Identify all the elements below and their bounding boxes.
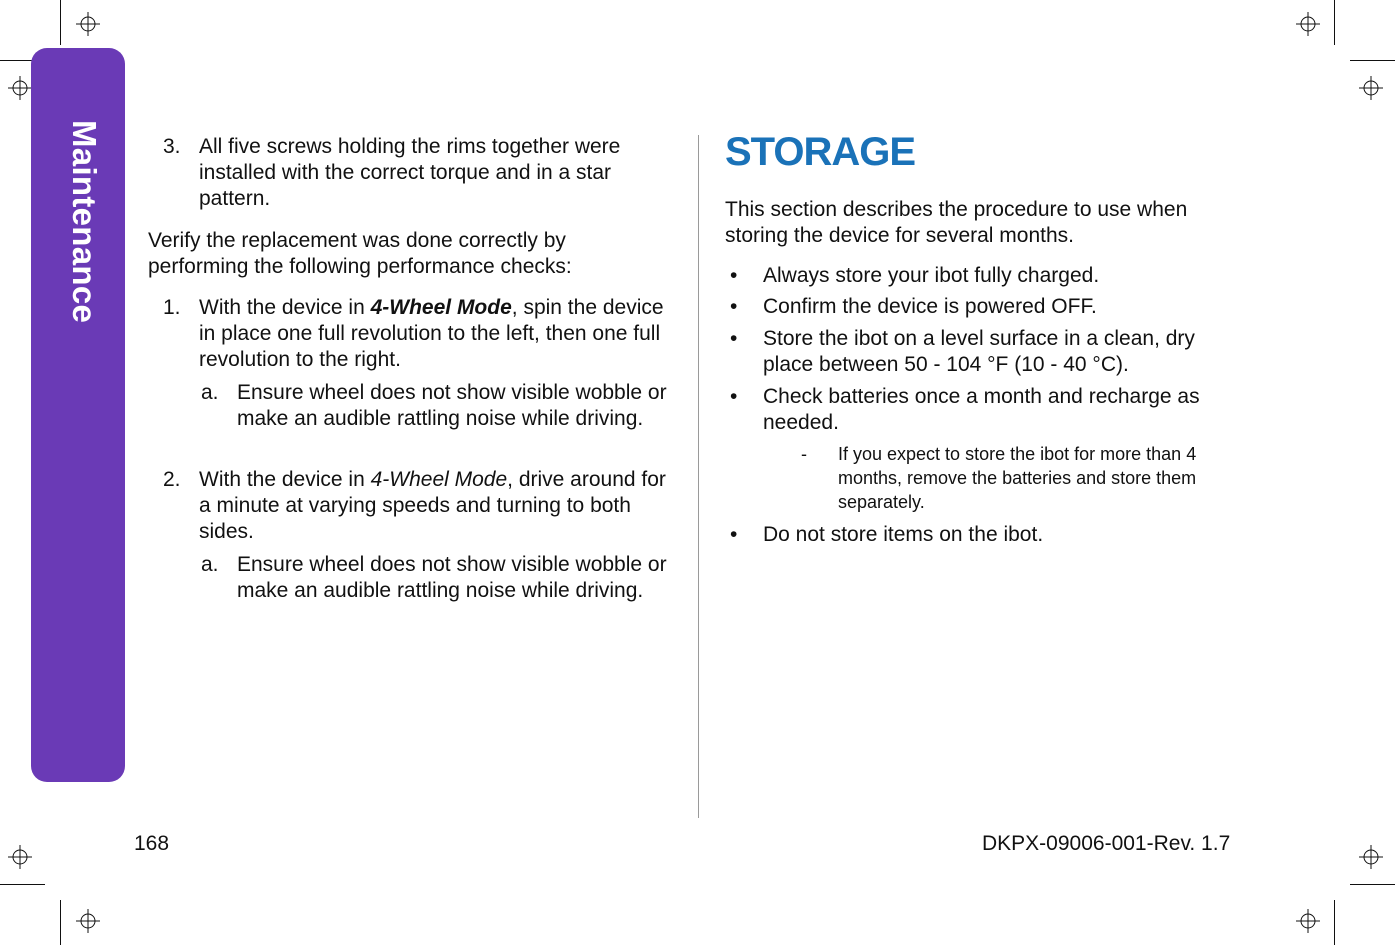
sub-letter: a. bbox=[201, 381, 219, 404]
registration-target-icon bbox=[76, 909, 100, 933]
check-text: With the device in 4-Wheel Mode, spin the device in place one full revolution to the left, then one full revolution to the right. bbox=[199, 296, 664, 371]
bullet-icon: • bbox=[730, 327, 738, 350]
crop-mark bbox=[0, 884, 45, 885]
crop-mark bbox=[60, 900, 61, 945]
check-1a bbox=[148, 380, 678, 432]
step-3 bbox=[148, 134, 678, 212]
registration-target-icon bbox=[1296, 12, 1320, 36]
check-2 bbox=[148, 467, 678, 545]
step-number: 3. bbox=[163, 135, 181, 158]
registration-target-icon bbox=[1359, 845, 1383, 869]
check-2a bbox=[148, 552, 678, 604]
document-number: DKPX-09006-001-Rev. 1.7 bbox=[982, 832, 1231, 855]
crop-mark bbox=[60, 0, 61, 45]
mode-name: 4-Wheel Mode bbox=[370, 468, 508, 491]
registration-target-icon bbox=[76, 12, 100, 36]
sub-text: Ensure wheel does not show visible wobble or make an audible rattling noise while driving. bbox=[237, 381, 667, 430]
bullet-icon: • bbox=[730, 295, 738, 318]
bullet-item: • Do not store items on the ibot. bbox=[730, 523, 1044, 546]
sub-bullet: - If you expect to store the ibot for more than 4 months, remove the batteries and store them separately. bbox=[801, 444, 1197, 512]
crop-mark bbox=[1350, 60, 1395, 61]
verify-paragraph: Verify the replacement was done correctly by performing the following performance checks: bbox=[148, 229, 572, 278]
mode-name: 4-Wheel Mode bbox=[370, 296, 512, 319]
check-number: 1. bbox=[163, 296, 181, 319]
bullet-icon: • bbox=[730, 264, 738, 287]
section-title: STORAGE bbox=[725, 130, 916, 174]
registration-target-icon bbox=[8, 76, 32, 100]
section-tab-label: Maintenance bbox=[66, 120, 103, 324]
registration-target-icon bbox=[1359, 76, 1383, 100]
dash-icon: - bbox=[801, 444, 807, 464]
sub-letter: a. bbox=[201, 553, 219, 576]
bullet-item: • Store the ibot on a level surface in a clean, dry place between 50 - 104 °F (10 - 40 °C). bbox=[730, 327, 1195, 376]
bullet-icon: • bbox=[730, 385, 738, 408]
page-number: 168 bbox=[134, 832, 170, 855]
intro-paragraph: This section describes the procedure to use when storing the device for several months. bbox=[725, 198, 1188, 247]
registration-target-icon bbox=[1296, 909, 1320, 933]
bullet-icon: • bbox=[730, 523, 738, 546]
bullet-item: • Always store your ibot fully charged. bbox=[730, 264, 1100, 287]
step-text: All five screws holding the rims together were installed with the correct torque and in a star pattern. bbox=[199, 135, 621, 210]
bullet-item: • Confirm the device is powered OFF. bbox=[730, 295, 1097, 318]
bullet-item: • Check batteries once a month and recharge as needed. bbox=[730, 385, 1200, 434]
column-divider bbox=[698, 135, 699, 818]
check-1 bbox=[148, 295, 678, 373]
crop-mark bbox=[1350, 884, 1395, 885]
crop-mark bbox=[1334, 900, 1335, 945]
crop-mark bbox=[1334, 0, 1335, 45]
sub-text: Ensure wheel does not show visible wobble or make an audible rattling noise while driving. bbox=[237, 553, 667, 602]
check-text: With the device in 4-Wheel Mode, drive around for a minute at varying speeds and turning to both sides. bbox=[199, 468, 666, 543]
registration-target-icon bbox=[8, 845, 32, 869]
check-number: 2. bbox=[163, 468, 181, 491]
